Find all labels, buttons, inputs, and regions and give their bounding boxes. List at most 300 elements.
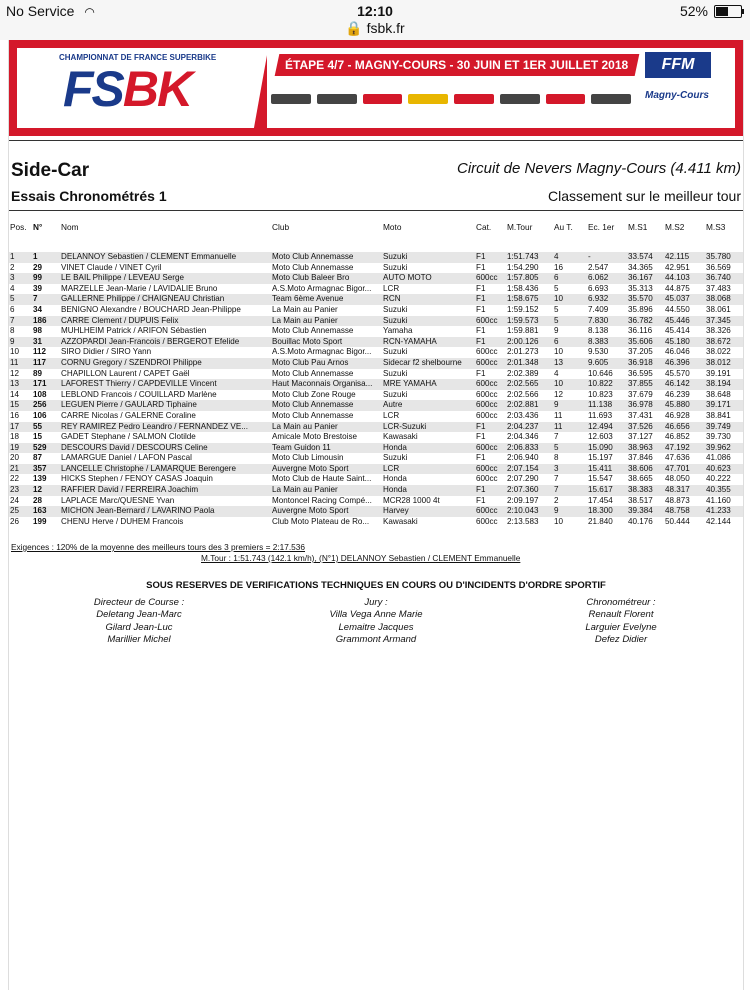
cell-sector-3: 37.345	[706, 315, 731, 325]
cell-best-lap: 1:51.743	[507, 252, 539, 261]
cell-sector-2: 46.928	[665, 410, 690, 420]
cell-sector-3: 39.962	[706, 442, 731, 452]
table-row	[9, 252, 743, 263]
cell-gap-to-leader: 6.693	[588, 283, 609, 293]
cell-position: 25	[10, 506, 20, 516]
column-header-lap-number: Au T.	[554, 222, 573, 232]
cell-motorcycle: Yamaha	[383, 326, 413, 336]
cell-sector-2: 48.758	[665, 506, 690, 516]
cell-bike-number: 256	[33, 400, 47, 410]
cell-rider-names: GADET Stephane / SALMON Clotilde	[61, 432, 196, 442]
cell-gap-to-leader: 6.062	[588, 273, 609, 283]
cell-rider-names: MUHLHEIM Patrick / ARIFON Sébastien	[61, 326, 207, 336]
sponsor-logo	[500, 94, 540, 104]
cell-sector-3: 41.160	[706, 495, 731, 505]
cell-club: Moto Club Baleer Bro	[272, 273, 350, 283]
cell-best-lap: 2:07.290	[507, 474, 539, 484]
cell-lap-number: 7	[554, 485, 559, 495]
cell-sector-1: 38.665	[628, 474, 653, 484]
official-name: Renault Florent	[588, 609, 654, 621]
cell-bike-number: 117	[33, 357, 47, 367]
cell-lap-number: 10	[554, 347, 564, 357]
cell-club: Moto Club Zone Rouge	[272, 389, 356, 399]
cell-gap-to-leader: 7.830	[588, 315, 609, 325]
battery-percent: 52%	[679, 3, 708, 19]
status-bar	[0, 0, 750, 40]
sponsor-logo	[546, 94, 586, 104]
cell-club: Moto Club Annemasse	[272, 410, 354, 420]
cell-rider-names: VINET Claude / VINET Cyril	[61, 262, 162, 272]
cell-position: 17	[10, 421, 20, 431]
cell-rider-names: LAPLACE Marc/QUESNE Yvan	[61, 495, 175, 505]
cell-sector-1: 37.205	[628, 347, 653, 357]
cell-sector-2: 42.115	[665, 252, 690, 261]
cell-bike-number: 89	[33, 368, 43, 378]
cell-lap-number: 10	[554, 294, 564, 304]
cell-rider-names: MICHON Jean-Bernard / LAVARINO Paola	[61, 506, 215, 516]
director-title: Directeur de Course :	[93, 597, 185, 608]
clock: 12:10	[357, 3, 393, 19]
cell-best-lap: 1:59.573	[507, 315, 539, 325]
cell-bike-number: 1	[33, 252, 38, 261]
cell-sector-1: 36.782	[628, 315, 653, 325]
cell-bike-number: 186	[33, 315, 47, 325]
cell-gap-to-leader: 6.932	[588, 294, 609, 304]
cell-sector-2: 44.550	[665, 304, 690, 314]
cell-sector-3: 39.749	[706, 421, 731, 431]
cell-lap-number: 4	[554, 252, 559, 261]
cell-rider-names: SIRO Didier / SIRO Yann	[61, 347, 152, 357]
cell-sector-3: 39.171	[706, 400, 731, 410]
cell-club: Moto Club Limousin	[272, 453, 344, 463]
sponsor-logo	[363, 94, 403, 104]
logo-bk: BK	[122, 61, 192, 117]
cell-bike-number: 139	[33, 474, 47, 484]
cell-lap-number: 4	[554, 368, 559, 378]
cell-motorcycle: Suzuki	[383, 347, 408, 357]
cell-best-lap: 2:07.154	[507, 463, 539, 473]
cell-club: A.S.Moto Armagnac Bigor...	[272, 283, 372, 293]
carrier-label: No Service	[6, 3, 75, 19]
cell-position: 7	[10, 315, 15, 325]
cell-position: 18	[10, 432, 20, 442]
cell-motorcycle: Autre	[383, 400, 403, 410]
cell-position: 19	[10, 442, 20, 452]
cell-sector-3: 38.012	[706, 357, 731, 367]
cell-position: 26	[10, 516, 20, 526]
cell-sector-2: 45.880	[665, 400, 690, 410]
cell-bike-number: 55	[33, 421, 43, 431]
cell-motorcycle: Kawasaki	[383, 432, 418, 442]
cell-sector-2: 48.050	[665, 474, 690, 484]
cell-club: La Main au Panier	[272, 421, 338, 431]
cell-category: 600cc	[476, 516, 498, 526]
cell-lap-number: 5	[554, 283, 559, 293]
cell-bike-number: 28	[33, 495, 43, 505]
cell-lap-number: 2	[554, 495, 559, 505]
cell-sector-3: 38.672	[706, 336, 731, 346]
cell-lap-number: 12	[554, 389, 564, 399]
lock-icon: 🔒	[345, 20, 363, 36]
cell-sector-3: 41.086	[706, 453, 731, 463]
cell-bike-number: 39	[33, 283, 43, 293]
cell-lap-number: 5	[554, 304, 559, 314]
cell-motorcycle: Suzuki	[383, 389, 408, 399]
cell-club: Moto Club Annemasse	[272, 368, 354, 378]
cell-motorcycle: MCR28 1000 4t	[383, 495, 440, 505]
cell-gap-to-leader: 15.547	[588, 474, 613, 484]
cell-best-lap: 2:13.583	[507, 516, 539, 526]
cell-lap-number: 13	[554, 357, 564, 367]
cell-gap-to-leader: 15.617	[588, 485, 613, 495]
cell-rider-names: LAMARGUE Daniel / LAFON Pascal	[61, 453, 192, 463]
cell-club: Team Guidon 11	[272, 442, 331, 452]
cell-category: 600cc	[476, 389, 498, 399]
cell-category: 600cc	[476, 347, 498, 357]
cell-rider-names: AZZOPARDI Jean-Francois / BERGEROT Efelide	[61, 336, 240, 346]
cell-rider-names: CARRE Clement / DUPUIS Felix	[61, 315, 179, 325]
reserves-notice: SOUS RESERVES DE VERIFICATIONS TECHNIQUES EN COURS OU D'INCIDENTS D'ORDRE SPORTIF	[146, 580, 606, 591]
cell-category: 600cc	[476, 273, 498, 283]
cell-motorcycle: Suzuki	[383, 368, 408, 378]
table-row	[9, 464, 743, 475]
cell-sector-3: 38.648	[706, 389, 731, 399]
table-row	[9, 347, 743, 358]
cell-category: F1	[476, 453, 486, 463]
cell-sector-3: 39.730	[706, 432, 731, 442]
official-name: Gilard Jean-Luc	[105, 621, 173, 633]
cell-sector-2: 46.142	[665, 379, 690, 389]
cell-sector-2: 44.875	[665, 283, 690, 293]
session-header	[9, 148, 743, 208]
table-row	[9, 305, 743, 316]
cell-bike-number: 199	[33, 516, 47, 526]
cell-gap-to-leader: 18.300	[588, 506, 613, 516]
cell-category: F1	[476, 283, 486, 293]
table-spacer	[9, 234, 743, 252]
cell-sector-1: 37.679	[628, 389, 653, 399]
cell-motorcycle: RCN-YAMAHA	[383, 336, 437, 346]
logo-fs: FS	[63, 61, 123, 117]
cell-motorcycle: Suzuki	[383, 262, 408, 272]
cell-motorcycle: Suzuki	[383, 315, 408, 325]
cell-gap-to-leader: 12.603	[588, 432, 613, 442]
page-title: Side-Car	[11, 160, 90, 181]
cell-rider-names: LANCELLE Christophe / LAMARQUE Berengere	[61, 463, 236, 473]
table-row	[9, 422, 743, 433]
footer-notes	[11, 542, 741, 563]
cell-gap-to-leader: 9.530	[588, 347, 609, 357]
battery-fill	[716, 7, 728, 16]
cell-category: F1	[476, 294, 486, 304]
cell-lap-number: 6	[554, 273, 559, 283]
table-row	[9, 263, 743, 274]
cell-motorcycle: LCR	[383, 463, 400, 473]
sponsor-logo	[408, 94, 448, 104]
cell-motorcycle: Suzuki	[383, 252, 408, 261]
cell-category: F1	[476, 368, 486, 378]
cell-sector-2: 42.951	[665, 262, 690, 272]
cell-position: 16	[10, 410, 20, 420]
cell-sector-1: 38.383	[628, 485, 653, 495]
cell-best-lap: 2:07.360	[507, 485, 539, 495]
cell-best-lap: 2:02.566	[507, 389, 539, 399]
cell-best-lap: 1:59.881	[507, 326, 539, 336]
cell-gap-to-leader: 2.547	[588, 262, 609, 272]
cell-club: Moto Club Annemasse	[272, 326, 354, 336]
cell-club: A.S.Moto Armagnac Bigor...	[272, 347, 372, 357]
cell-sector-1: 40.176	[628, 516, 653, 526]
table-row	[9, 400, 743, 411]
cell-gap-to-leader: 10.823	[588, 389, 613, 399]
cell-category: 600cc	[476, 442, 498, 452]
cell-motorcycle: LCR-Suzuki	[383, 421, 427, 431]
sponsor-logo	[454, 94, 494, 104]
official-name: Marillier Michel	[107, 633, 171, 645]
cell-best-lap: 2:01.273	[507, 347, 539, 357]
column-header-sector-3: M.S3	[706, 222, 726, 232]
column-header-bike-number: N°	[33, 222, 43, 232]
cell-club: Team 6ème Avenue	[272, 294, 344, 304]
results-table	[9, 220, 743, 527]
cell-lap-number: 9	[554, 326, 559, 336]
table-row	[9, 284, 743, 295]
cell-sector-1: 37.127	[628, 432, 653, 442]
cell-club: Moto Club Annemasse	[272, 262, 354, 272]
cell-sector-3: 35.780	[706, 252, 731, 261]
cell-rider-names: DESCOURS David / DESCOURS Celine	[61, 442, 208, 452]
cell-rider-names: LE BAIL Philippe / LEVEAU Serge	[61, 273, 184, 283]
table-row	[9, 453, 743, 464]
cell-sector-1: 36.116	[628, 326, 653, 336]
cell-motorcycle: Suzuki	[383, 304, 408, 314]
sponsor-logo	[271, 94, 311, 104]
sponsor-logo	[591, 94, 631, 104]
ffm-logo: FFM	[645, 52, 711, 78]
cell-bike-number: 12	[33, 485, 43, 495]
cell-sector-1: 33.574	[628, 252, 653, 261]
results-document	[8, 40, 744, 990]
cell-position: 21	[10, 463, 20, 473]
cell-sector-1: 36.167	[628, 273, 653, 283]
cell-lap-number: 7	[554, 474, 559, 484]
magny-cours-logo: Magny-Cours	[645, 90, 709, 101]
cell-bike-number: 357	[33, 463, 47, 473]
column-header-gap-to-leader: Ec. 1er	[588, 222, 615, 232]
cell-sector-2: 48.873	[665, 495, 690, 505]
cell-category: F1	[476, 336, 486, 346]
cell-gap-to-leader: 21.840	[588, 516, 613, 526]
cell-lap-number: 9	[554, 400, 559, 410]
cell-position: 13	[10, 379, 20, 389]
official-name: Deletang Jean-Marc	[96, 609, 182, 621]
cell-bike-number: 171	[33, 379, 47, 389]
cell-sector-1: 35.606	[628, 336, 653, 346]
best-lap-note: M.Tour : 1:51.743 (142.1 km/h), (N°1) DELANNOY Sebastien / CLEMENT Emmanuelle	[201, 553, 521, 563]
cell-motorcycle: LCR	[383, 410, 400, 420]
cell-sector-1: 35.313	[628, 283, 653, 293]
cell-best-lap: 2:04.237	[507, 421, 539, 431]
table-row	[9, 443, 743, 454]
sponsor-strip	[271, 90, 631, 108]
cell-sector-2: 46.656	[665, 421, 690, 431]
cell-gap-to-leader: 12.494	[588, 421, 613, 431]
cell-gap-to-leader: -	[588, 252, 591, 261]
cell-rider-names: MARZELLE Jean-Marie / LAVIDALIE Bruno	[61, 283, 218, 293]
table-row	[9, 496, 743, 507]
cell-category: F1	[476, 326, 486, 336]
battery-icon	[714, 5, 742, 18]
cell-gap-to-leader: 8.383	[588, 336, 609, 346]
cell-lap-number: 11	[554, 410, 563, 420]
cell-sector-2: 45.414	[665, 326, 690, 336]
cell-sector-3: 38.194	[706, 379, 731, 389]
table-row	[9, 369, 743, 380]
cell-category: 600cc	[476, 410, 498, 420]
cell-position: 14	[10, 389, 20, 399]
cell-rider-names: GALLERNE Philippe / CHAIGNEAU Christian	[61, 294, 225, 304]
cell-sector-3: 38.841	[706, 410, 731, 420]
exigences-note: Exigences : 120% de la moyenne des meilleurs tours des 3 premiers = 2:17.536	[11, 542, 306, 552]
cell-rider-names: BENIGNO Alexandre / BOUCHARD Jean-Philippe	[61, 304, 241, 314]
cell-sector-2: 44.103	[665, 273, 690, 283]
cell-motorcycle: Honda	[383, 474, 407, 484]
timekeeper	[531, 597, 711, 646]
cell-sector-1: 35.570	[628, 294, 653, 304]
cell-motorcycle: Suzuki	[383, 453, 408, 463]
cell-position: 6	[10, 304, 15, 314]
cell-lap-number: 11	[554, 421, 563, 431]
table-row	[9, 411, 743, 422]
cell-sector-2: 48.317	[665, 485, 690, 495]
cell-rider-names: CHAPILLON Laurent / CAPET Gaël	[61, 368, 190, 378]
cell-position: 3	[10, 273, 15, 283]
table-row	[9, 517, 743, 528]
cell-best-lap: 2:06.940	[507, 453, 539, 463]
cell-bike-number: 34	[33, 304, 43, 314]
table-row	[9, 326, 743, 337]
cell-position: 1	[10, 252, 15, 261]
cell-category: F1	[476, 421, 486, 431]
session-title: Essais Chronométrés 1	[11, 188, 167, 204]
cell-position: 20	[10, 453, 20, 463]
cell-club: La Main au Panier	[272, 485, 338, 495]
cell-sector-1: 35.896	[628, 304, 653, 314]
column-header-rider-names: Nom	[61, 222, 79, 232]
cell-club: Moto Club Annemasse	[272, 252, 354, 261]
cell-position: 8	[10, 326, 15, 336]
cell-gap-to-leader: 8.138	[588, 326, 609, 336]
cell-position: 24	[10, 495, 20, 505]
cell-motorcycle: Sidecar f2 shelbourne	[383, 357, 462, 367]
table-row	[9, 273, 743, 284]
cell-sector-3: 39.191	[706, 368, 731, 378]
cell-gap-to-leader: 7.409	[588, 304, 609, 314]
cell-best-lap: 2:01.348	[507, 357, 539, 367]
cell-best-lap: 1:58.436	[507, 283, 539, 293]
cell-sector-1: 38.606	[628, 463, 653, 473]
cell-bike-number: 87	[33, 453, 43, 463]
cell-motorcycle: Kawasaki	[383, 516, 418, 526]
cell-sector-2: 50.444	[665, 516, 690, 526]
cell-sector-1: 39.384	[628, 506, 653, 516]
cell-position: 10	[10, 347, 20, 357]
cell-best-lap: 2:02.389	[507, 368, 539, 378]
cell-category: F1	[476, 495, 486, 505]
cell-motorcycle: Harvey	[383, 506, 409, 516]
cell-rider-names: LEGUEN Pierre / GAULARD Tiphaine	[61, 400, 197, 410]
classification-note: Classement sur le meilleur tour	[548, 188, 741, 204]
cell-bike-number: 106	[33, 410, 47, 420]
cell-rider-names: LAFOREST Thierry / CAPDEVILLE Vincent	[61, 379, 217, 389]
table-row	[9, 316, 743, 327]
cell-bike-number: 108	[33, 389, 47, 399]
cell-sector-1: 37.526	[628, 421, 653, 431]
cell-lap-number: 10	[554, 516, 564, 526]
cell-sector-2: 45.570	[665, 368, 690, 378]
cell-bike-number: 163	[33, 506, 47, 516]
cell-category: F1	[476, 252, 486, 261]
circuit-name: Circuit de Nevers Magny-Cours (4.411 km)	[457, 160, 741, 177]
column-header-club: Club	[272, 222, 290, 232]
cell-sector-3: 38.022	[706, 347, 731, 357]
cell-bike-number: 112	[33, 347, 47, 357]
table-body	[9, 252, 743, 527]
cell-category: F1	[476, 304, 486, 314]
cell-sector-2: 47.636	[665, 453, 690, 463]
cell-sector-3: 38.326	[706, 326, 731, 336]
cell-motorcycle: AUTO MOTO	[383, 273, 432, 283]
event-banner	[9, 40, 743, 136]
championship-label: CHAMPIONNAT DE FRANCE SUPERBIKE	[59, 53, 217, 62]
table-row	[9, 337, 743, 348]
url-text: fsbk.fr	[366, 20, 405, 36]
cell-club: La Main au Panier	[272, 315, 338, 325]
cell-best-lap: 2:00.126	[507, 336, 539, 346]
cell-position: 23	[10, 485, 20, 495]
cell-position: 5	[10, 294, 15, 304]
cell-club: Auvergne Moto Sport	[272, 463, 349, 473]
official-name: Grammont Armand	[335, 633, 417, 645]
column-header-category: Cat.	[476, 222, 492, 232]
wifi-icon: ◠	[84, 5, 95, 19]
cell-sector-3: 41.233	[706, 506, 731, 516]
cell-bike-number: 15	[33, 432, 43, 442]
jury	[286, 597, 466, 646]
header-rule	[9, 140, 743, 141]
cell-sector-2: 46.239	[665, 389, 690, 399]
sponsor-logo	[317, 94, 357, 104]
cell-lap-number: 5	[554, 315, 559, 325]
cell-club: Montoncel Racing Compé...	[272, 495, 372, 505]
cell-sector-1: 37.431	[628, 410, 653, 420]
cell-best-lap: 2:03.436	[507, 410, 539, 420]
cell-club: Moto Club Pau Arnos	[272, 357, 349, 367]
cell-rider-names: CARRE Nicolas / GALERNE Coraline	[61, 410, 196, 420]
cell-sector-2: 46.046	[665, 347, 690, 357]
timekeeper-title: Chronométreur :	[586, 597, 656, 608]
cell-motorcycle: MRE YAMAHA	[383, 379, 437, 389]
jury-title: Jury :	[364, 597, 388, 608]
cell-lap-number: 10	[554, 379, 564, 389]
cell-position: 2	[10, 262, 15, 272]
cell-category: 600cc	[476, 379, 498, 389]
cell-sector-1: 36.595	[628, 368, 653, 378]
cell-sector-1: 34.365	[628, 262, 653, 272]
address-bar[interactable]	[0, 20, 750, 37]
cell-rider-names: DELANNOY Sebastien / CLEMENT Emmanuelle	[61, 252, 237, 261]
cell-bike-number: 98	[33, 326, 43, 336]
